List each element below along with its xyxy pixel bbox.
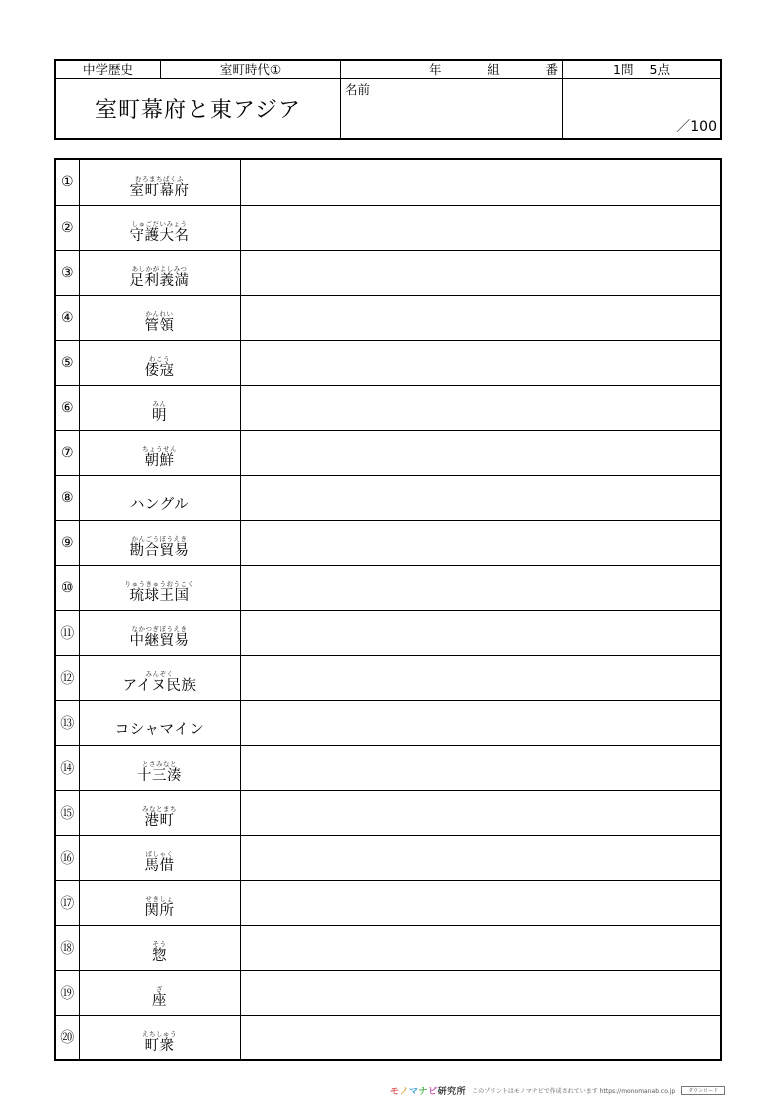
table-row	[55, 970, 721, 1015]
term-reading: なかつぎぼうえき	[131, 625, 188, 634]
term-cell	[79, 520, 240, 565]
answer-cell[interactable]	[240, 925, 721, 970]
class-label: 組	[487, 62, 500, 77]
term-cell	[79, 1015, 240, 1060]
question-number: ④	[55, 295, 79, 340]
unit-label: 室町時代①	[219, 62, 282, 77]
term-cell	[79, 925, 240, 970]
grade-label: 年	[429, 62, 442, 77]
term-word: 朝鮮	[144, 453, 175, 470]
scoring-cell	[563, 61, 720, 79]
term-word: アイヌ民族	[122, 678, 197, 695]
points-label: 5点	[649, 62, 670, 77]
answer-cell[interactable]	[240, 250, 721, 295]
table-row	[55, 700, 721, 745]
term-reading: しゅごだいみょう	[131, 220, 188, 229]
term-reading: ちょうせん	[142, 445, 177, 454]
question-number: ①	[55, 159, 79, 205]
table-row	[55, 250, 721, 295]
table-row	[55, 295, 721, 340]
term-table	[54, 158, 722, 1061]
answer-cell[interactable]	[240, 655, 721, 700]
term-cell	[79, 295, 240, 340]
term-word: 馬借	[144, 858, 175, 875]
score-cell[interactable]	[563, 79, 720, 138]
term-word: コシャマイン	[114, 721, 205, 738]
table-row	[55, 340, 721, 385]
question-number: ⑤	[55, 340, 79, 385]
term-cell	[79, 340, 240, 385]
term-reading: かんれい	[145, 310, 174, 319]
answer-cell[interactable]	[240, 205, 721, 250]
term-word: 町衆	[144, 1038, 175, 1054]
subject-cell	[56, 61, 161, 79]
term-word: 十三湊	[137, 768, 182, 785]
term-word: 港町	[144, 813, 175, 830]
footer-note: このプリントはモノマナビで作成されています https://monomanab.co.jp	[472, 1087, 676, 1095]
question-number: ⑩	[55, 565, 79, 610]
table-row	[55, 610, 721, 655]
question-number: ⑫	[55, 655, 79, 700]
table-row	[55, 430, 721, 475]
question-number: ⑱	[55, 925, 79, 970]
name-cell[interactable]	[341, 79, 563, 138]
answer-cell[interactable]	[240, 745, 721, 790]
term-cell	[79, 880, 240, 925]
name-label: 名前	[345, 82, 371, 97]
score-total: ／100	[676, 119, 717, 135]
worksheet-header	[54, 59, 722, 140]
question-number: ⑳	[55, 1015, 79, 1060]
term-word: 琉球王国	[129, 588, 190, 605]
term-reading: ばしゃく	[145, 850, 174, 859]
question-number: ⑭	[55, 745, 79, 790]
answer-cell[interactable]	[240, 159, 721, 205]
term-word: 守護大名	[129, 228, 190, 245]
logo-suffix: 研究所	[437, 1086, 467, 1097]
question-number: ⑰	[55, 880, 79, 925]
term-cell	[79, 970, 240, 1015]
question-number: ⑲	[55, 970, 79, 1015]
answer-cell[interactable]	[240, 340, 721, 385]
term-reading: そう	[152, 940, 167, 949]
table-row	[55, 385, 721, 430]
table-row	[55, 565, 721, 610]
term-cell	[79, 250, 240, 295]
answer-cell[interactable]	[240, 790, 721, 835]
publisher-logo: モ ノ マ ナ ビ 研究所	[390, 1084, 466, 1097]
term-cell	[79, 655, 240, 700]
term-word: 管領	[144, 318, 175, 335]
answer-cell[interactable]	[240, 610, 721, 655]
answer-cell[interactable]	[240, 1015, 721, 1060]
term-reading: せきしょ	[145, 895, 174, 904]
question-number: ⑥	[55, 385, 79, 430]
question-number: ⑮	[55, 790, 79, 835]
term-reading: わこう	[149, 355, 170, 364]
answer-cell[interactable]	[240, 700, 721, 745]
term-word: 勘合貿易	[129, 543, 190, 560]
table-row	[55, 880, 721, 925]
table-row	[55, 520, 721, 565]
term-cell	[79, 790, 240, 835]
answer-cell[interactable]	[240, 835, 721, 880]
term-word: 倭寇	[144, 363, 175, 380]
table-row	[55, 159, 721, 205]
question-number: ②	[55, 205, 79, 250]
question-number: ⑬	[55, 700, 79, 745]
term-word: 足利義満	[129, 273, 190, 290]
question-number: ⑯	[55, 835, 79, 880]
term-reading: あしかがよしみつ	[131, 265, 188, 274]
term-reading: むろまちばくふ	[135, 175, 184, 183]
term-cell	[79, 700, 240, 745]
term-word: 室町幕府	[129, 183, 190, 199]
term-cell	[79, 430, 240, 475]
term-reading: かんごうぼうえき	[131, 535, 188, 544]
table-row	[55, 1015, 721, 1060]
term-cell	[79, 159, 240, 205]
term-word: 座	[152, 993, 167, 1010]
term-cell	[79, 745, 240, 790]
term-reading: りゅうきゅうおうこく	[124, 580, 195, 589]
answer-cell[interactable]	[240, 295, 721, 340]
term-reading: みん	[152, 400, 167, 409]
question-number: ⑪	[55, 610, 79, 655]
question-number: ⑨	[55, 520, 79, 565]
footer	[390, 1083, 775, 1097]
answer-cell[interactable]	[240, 385, 721, 430]
table-row	[55, 745, 721, 790]
question-number: ③	[55, 250, 79, 295]
table-row	[55, 475, 721, 520]
number-label: 番	[545, 62, 558, 77]
term-word: 関所	[144, 903, 175, 920]
question-number: ⑦	[55, 430, 79, 475]
table-row	[55, 835, 721, 880]
answer-cell[interactable]	[240, 475, 721, 520]
term-cell	[79, 475, 240, 520]
term-cell	[79, 835, 240, 880]
table-row	[55, 925, 721, 970]
answer-cell[interactable]	[240, 970, 721, 1015]
footer-download-box[interactable]: ダウンロード	[681, 1086, 725, 1095]
term-reading: えちしゅう	[142, 1030, 177, 1038]
term-reading: みなとまち	[142, 805, 177, 814]
answer-cell[interactable]	[240, 520, 721, 565]
term-reading: ざ	[156, 985, 163, 994]
term-cell	[79, 385, 240, 430]
per-question-label: 1問	[613, 62, 634, 77]
term-reading: みんぞく	[145, 670, 174, 679]
unit-cell	[161, 61, 341, 79]
term-word: ハングル	[129, 496, 190, 513]
table-row	[55, 205, 721, 250]
term-word: 中継貿易	[129, 633, 190, 650]
table-row	[55, 655, 721, 700]
class-info-cell	[341, 61, 563, 79]
title-cell	[56, 79, 341, 138]
term-word: 明	[152, 408, 167, 425]
term-cell	[79, 565, 240, 610]
answer-cell[interactable]	[240, 430, 721, 475]
subject-label: 中学歴史	[82, 62, 133, 77]
answer-cell[interactable]	[240, 565, 721, 610]
term-cell	[79, 610, 240, 655]
answer-cell[interactable]	[240, 880, 721, 925]
table-row	[55, 790, 721, 835]
term-reading: とさみなと	[142, 760, 177, 769]
page-title: 室町幕府と東アジア	[94, 98, 302, 123]
term-word: 惣	[152, 948, 167, 965]
term-cell	[79, 205, 240, 250]
question-number: ⑧	[55, 475, 79, 520]
